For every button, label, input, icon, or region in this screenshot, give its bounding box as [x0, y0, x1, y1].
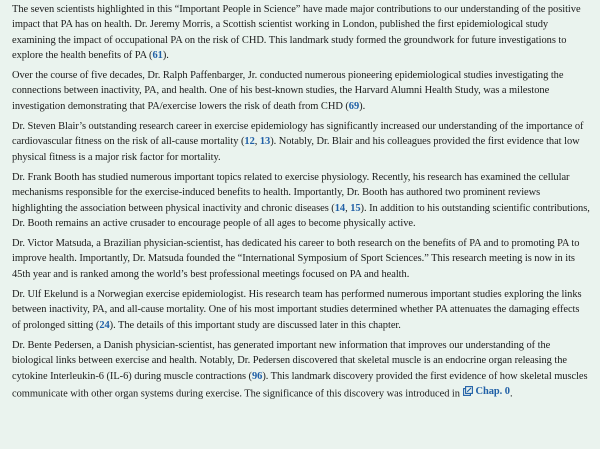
text-run: , [345, 202, 351, 214]
text-run: . [509, 388, 513, 400]
text-run: Dr. Ulf Ekelund is a Norwegian exercise epidemiologist. His research team has performed numerous important studies exploring the links between inactivity, PA, and all-cause mortality. One of his most important studies determined whether PA attenuates the damaging effects of prolonged sitting ( [12, 289, 582, 331]
text-run: ). Notably, Dr. Blair and his colleagues provided the first evidence that low physical fitness is a major risk factor for mortality. [12, 136, 580, 163]
paragraph [12, 236, 590, 282]
text-run: ). In addition to his outstanding scientific contributions, Dr. Booth remains an active crusader to encourage people of all ages to become physically active. [12, 202, 590, 229]
text-run: Dr. Victor Matsuda, a Brazilian physician-scientist, has dedicated his career to both research on the benefits of PA and to promoting PA to improve health. Importantly, Dr. Matsuda founded the “International Symposium of Sport Sciences.” This research meeting is now in its 45th year and is ranked among the world’s best professional meetings focused on PA and health. [12, 238, 580, 280]
citation-link[interactable]: 24 [99, 319, 110, 331]
external-link-icon [463, 386, 473, 396]
paragraph [12, 2, 590, 63]
text-run: Dr. Steven Blair’s outstanding research career in exercise epidemiology has significantly increased our understanding of the importance of cardiovascular fitness on the risk of all-cause mortality ( [12, 121, 584, 148]
citation-link[interactable]: 12 [244, 136, 255, 148]
paragraph [12, 170, 590, 231]
text-run: ). [162, 49, 169, 61]
chapter-link[interactable] [463, 384, 510, 399]
citation-link[interactable]: 61 [152, 49, 163, 61]
text-run: ). This landmark discovery provided the first evidence of how skeletal muscles communicate with other organ systems during exercise. The significance of this discovery was introduced in [12, 370, 588, 400]
text-run: ). The details of this important study are discussed later in this chapter. [109, 319, 401, 331]
text-run: Dr. Bente Pedersen, a Danish physician-scientist, has generated important new information that improves our understanding of the biological links between exercise and health. Notably, Dr. Pedersen discovered that skeletal muscle is an endocrine organ releasing the cytokine Interleukin-6 (IL-6) during muscle contractions ( [12, 339, 567, 382]
citation-link[interactable]: 15 [350, 202, 361, 214]
paragraph [12, 338, 590, 402]
citation-link[interactable]: 96 [251, 370, 263, 382]
text-run: , [254, 136, 260, 148]
paragraph [12, 119, 590, 165]
citation-link[interactable]: 69 [348, 100, 360, 112]
paragraph [12, 68, 590, 114]
paragraph [12, 287, 590, 333]
text-run: Dr. Frank Booth has studied numerous important topics related to exercise physiology. Recently, his research has examined the cellular mechanisms responsible for the exercise-induced benefits to health. Importantly, Dr. Booth has authored two prominent reviews highlighting the association between physical inactivity and chronic diseases ( [12, 171, 570, 214]
text-run: ). [359, 100, 366, 112]
text-run: The seven scientists highlighted in this “Important People in Science” have made major contributions to our understanding of the positive impact that PA has on health. Dr. Jeremy Morris, a Scottish scientist working in London, published the first epidemiological study examining the impact of occupational PA on the risk of CHD. This landmark study formed the groundwork for future investigations to explore the health benefits of PA ( [12, 4, 581, 61]
citation-link[interactable]: 13 [259, 136, 271, 148]
text-run: Over the course of five decades, Dr. Ralph Paffenbarger, Jr. conducted numerous pioneering epidemiological studies investigating the connections between inactivity, PA, and health. One of his best-known studies, the Harvard Alumni Health Study, was a milestone investigation demonstrating that PA/exercise lowers the risk of death from CHD ( [12, 70, 564, 112]
chapter-link-label: Chap. 0 [475, 385, 510, 397]
citation-link[interactable]: 14 [334, 202, 346, 214]
